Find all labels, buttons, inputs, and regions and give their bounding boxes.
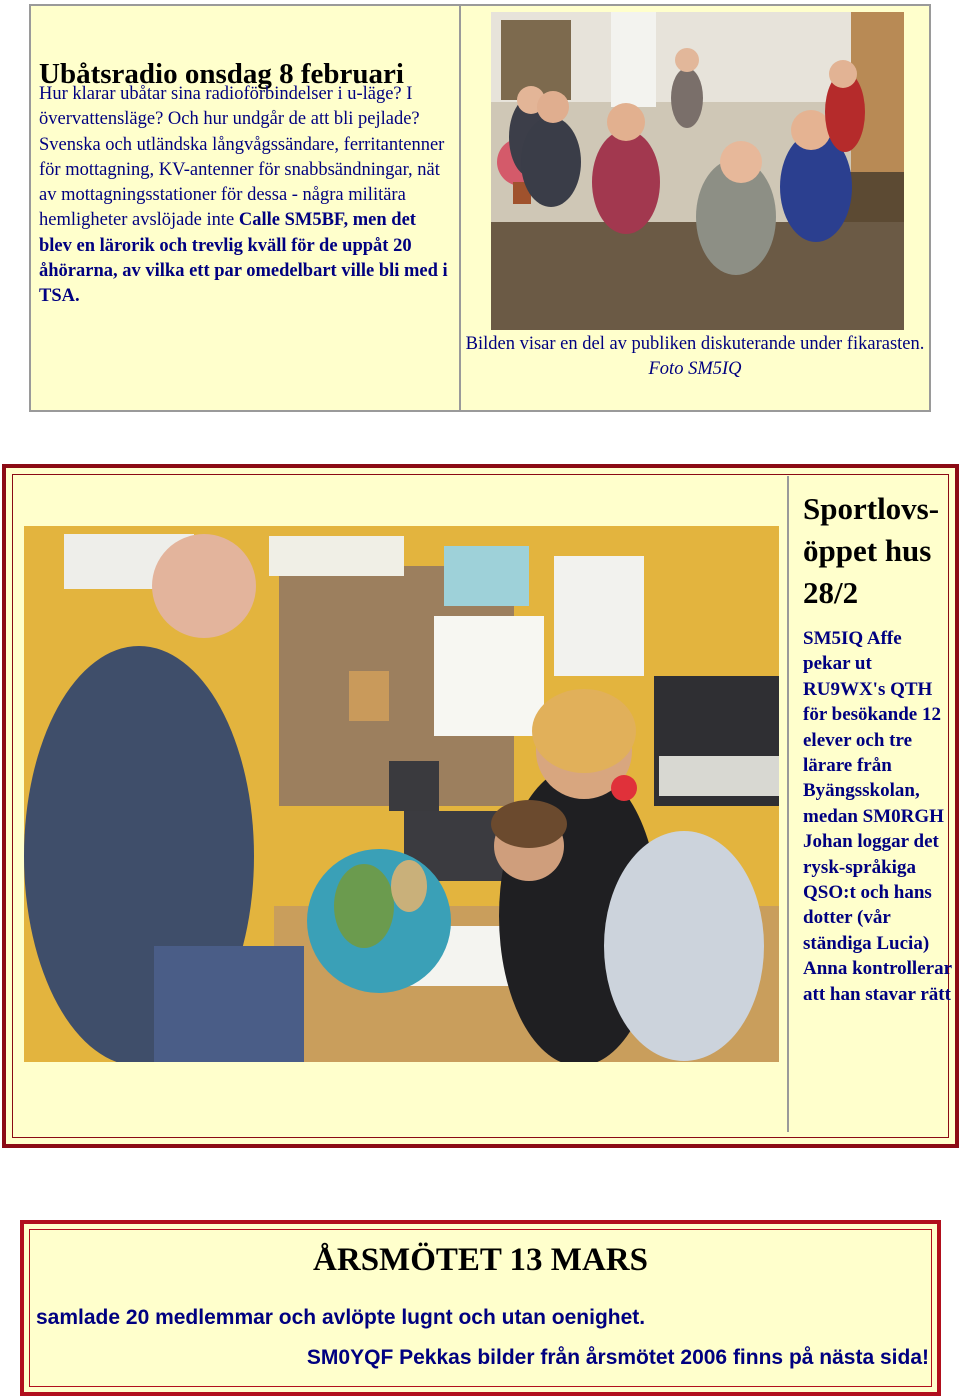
article-text-cell: [31, 6, 461, 410]
article-body: SM5IQ Affe pekar ut RU9WX's QTH för besökande 12 elever och tre lärare från Byängsskolan, medan SM0RGH Johan loggar det rysk-språkiga QSO:t och hans dotter (vår ständiga Lucia) Anna kontrollerar att han stavar rätt: [803, 628, 952, 1005]
article-line-1: samlade 20 medlemmar och avlöpte lugnt och utan oenighet.: [36, 1306, 646, 1329]
article-body-bold: Calle SM5BF, men det blev en lärorik och trevlig kväll för de uppåt 20 åhörarna, av vilka ett par omedelbart ville bli med i TSA.: [39, 210, 448, 307]
photo-caption: [465, 332, 925, 382]
article-line-2: SM0YQF Pekkas bilder från årsmötet 2006 finns på nästa sida!: [306, 1346, 929, 1369]
photo-credit: Foto SM5IQ: [648, 359, 742, 379]
meeting-photo: [491, 12, 904, 330]
article-side-cell: [787, 476, 952, 1132]
globe-photo: [24, 526, 779, 1062]
article-photo-cell: [461, 6, 929, 410]
article-title: Ubåtsradio onsdag 8 februari: [39, 58, 404, 90]
article-title: ÅRSMÖTET 13 MARS: [313, 1242, 648, 1278]
article-sportlov: [2, 464, 959, 1148]
article-ubatsradio: [29, 4, 931, 412]
article-arsmotet: [20, 1220, 941, 1396]
article-body: [39, 82, 453, 310]
article-title: Sportlovs-öppet hus 28/2: [803, 491, 940, 610]
article-body-intro: Hur klarar ubåtar sina radioförbindelser i u-läge? I övervattensläge? Och hur undgår de att bli pejlade? Svenska och utländska långvågssändare, ferritantenner för mottagning, KV-antenner för snabbsändningar, nät av mottagningsstationer för dessa - några militära hemligheter avslöjade inte: [39, 84, 445, 231]
caption-text: Bilden visar en del av publiken diskuterande under fikarasten.: [465, 334, 925, 354]
